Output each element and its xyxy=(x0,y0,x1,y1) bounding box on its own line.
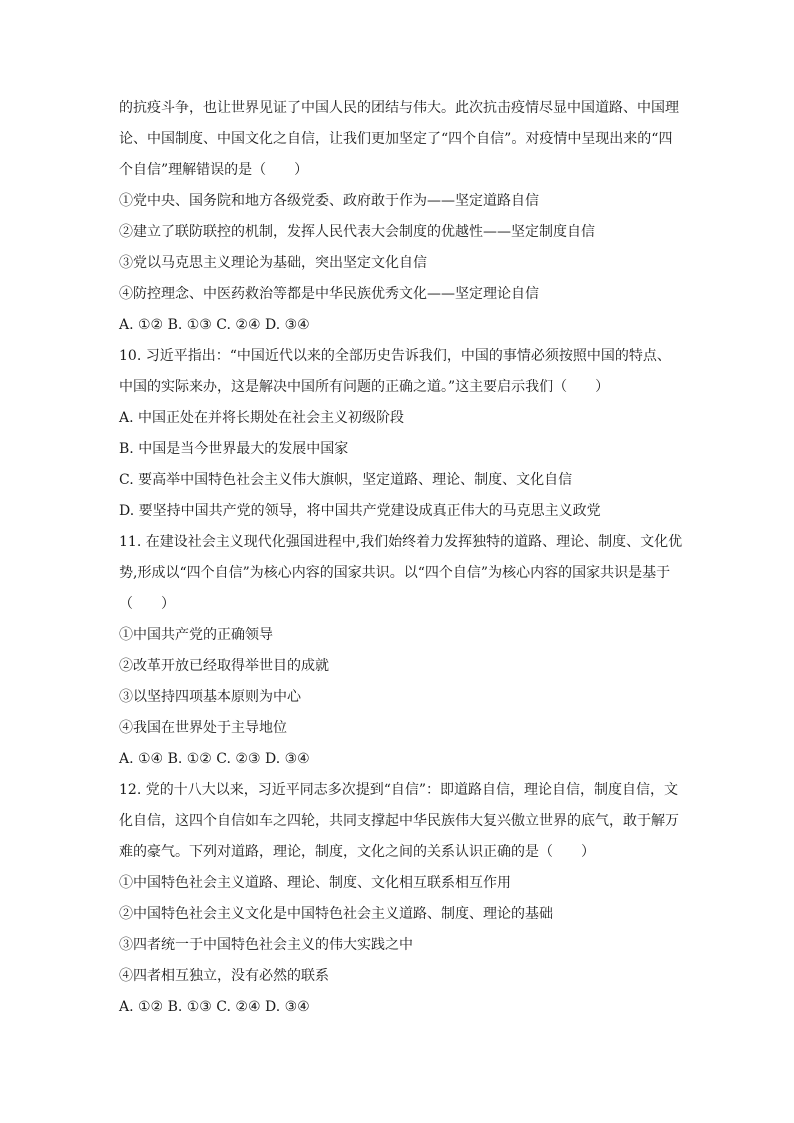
question-11-option-1: ①中国共产党的正确领导 xyxy=(119,627,273,643)
question-11-choices: A. ①④ B. ①② C. ②③ D. ③④ xyxy=(119,751,310,767)
question-10-stem-line-2: 中国的实际来办，这是解决中国所有问题的正确之道。”这主要启示我们（ ） xyxy=(119,379,610,395)
question-10-choice-c: C. 要高举中国特色社会主义伟大旗帜，坚定道路、理论、制度、文化自信 xyxy=(119,472,573,488)
question-9-stem-line-1: 的抗疫斗争，也让世界见证了中国人民的团结与伟大。此次抗击疫情尽显中国道路、中国理 xyxy=(119,100,679,116)
question-12-option-4: ④四者相互独立，没有必然的联系 xyxy=(119,968,329,984)
question-12-stem-line-3: 难的豪气。下列对道路，理论，制度，文化之间的关系认识正确的是（ ） xyxy=(119,844,595,860)
question-10-stem-line-1: 10. 习近平指出：“中国近代以来的全部历史告诉我们，中国的事情必须按照中国的特点、 xyxy=(119,348,671,364)
question-9-option-2: ②建立了联防联控的机制，发挥人民代表大会制度的优越性——坚定制度自信 xyxy=(119,224,595,240)
question-12-stem-line-2: 化自信，这四个自信如车之四轮，共同支撑起中华民族伟大复兴傲立世界的底气，敢于解万 xyxy=(119,813,679,829)
question-10-choice-a: A. 中国正处在并将长期处在社会主义初级阶段 xyxy=(119,410,405,426)
question-9-option-1: ①党中央、国务院和地方各级党委、政府敢于作为——坚定道路自信 xyxy=(119,193,539,209)
question-12-option-2: ②中国特色社会主义文化是中国特色社会主义道路、制度、理论的基础 xyxy=(119,906,553,922)
question-9-option-4: ④防控理念、中医药救治等都是中华民族优秀文化——坚定理论自信 xyxy=(119,286,539,302)
question-11-stem-line-1: 11. 在建设社会主义现代化强国进程中,我们始终着力发挥独特的道路、理论、制度、文化优 xyxy=(119,534,683,550)
question-9-stem-line-2: 论、中国制度、中国文化之自信，让我们更加坚定了“四个自信”。对疫情中呈现出来的“四 xyxy=(119,131,673,147)
question-11-option-4: ④我国在世界处于主导地位 xyxy=(119,720,287,736)
question-11-stem-line-2: 势,形成以“四个自信”为核心内容的国家共识。以“四个自信”为核心内容的国家共识是基于 xyxy=(119,565,671,581)
question-10-choice-d: D. 要坚持中国共产党的领导，将中国共产党建设成真正伟大的马克思主义政党 xyxy=(119,503,601,519)
question-9-choices: A. ①② B. ①③ C. ②④ D. ③④ xyxy=(119,317,310,333)
question-9-stem-line-3: 个自信”理解错误的是（ ） xyxy=(119,162,309,178)
question-12-choices: A. ①② B. ①③ C. ②④ D. ③④ xyxy=(119,999,310,1015)
question-12-option-1: ①中国特色社会主义道路、理论、制度、文化相互联系相互作用 xyxy=(119,875,511,891)
question-11-option-3: ③以坚持四项基本原则为中心 xyxy=(119,689,301,705)
question-11-stem-line-3: （ ） xyxy=(119,596,175,612)
question-10-choice-b: B. 中国是当今世界最大的发展中国家 xyxy=(119,441,349,457)
question-11-option-2: ②改革开放已经取得举世目的成就 xyxy=(119,658,329,674)
question-9-option-3: ③党以马克思主义理论为基础，突出坚定文化自信 xyxy=(119,255,427,271)
question-12-stem-line-1: 12. 党的十八大以来，习近平同志多次提到“自信”：即道路自信，理论自信，制度自信，文 xyxy=(119,782,679,798)
question-12-option-3: ③四者统一于中国特色社会主义的伟大实践之中 xyxy=(119,937,413,953)
